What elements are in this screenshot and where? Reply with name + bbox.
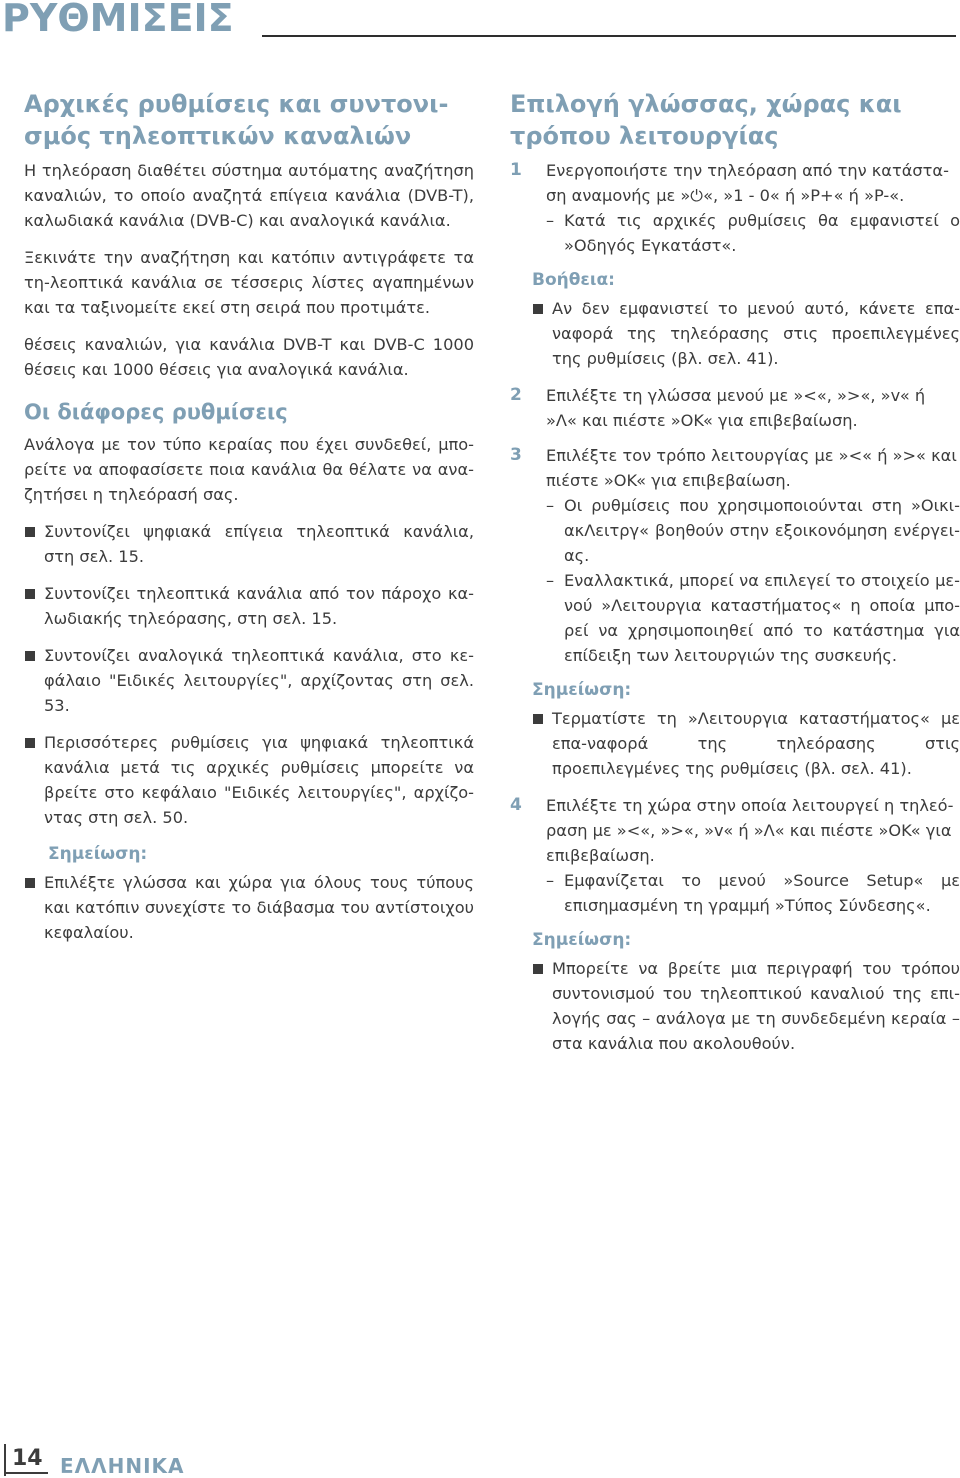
help-item: Αν δεν εμφανιστεί το μενού αυτό, κάνετε επα-ναφορά της τηλεόρασης στις προεπιλεγμένες της ρυθμίσεις (βλ. σελ. 41). <box>532 296 960 371</box>
step-dash-item: – Εναλλακτικά, μπορεί να επιλεγεί το στοιχείο με-νού »Λειτουργια καταστήματος« η οποία μπο-ρεί να χρησιμοποιηθεί από το κατάστημα για επίδειξη των λειτουργιών της συσκευής. <box>546 571 960 665</box>
step-4 <box>510 793 960 918</box>
language-label: ΕΛΛΗΝΙΚΑ <box>60 1454 185 1478</box>
step-2 <box>510 383 960 433</box>
step-3 <box>510 443 960 668</box>
note-item: Μπορείτε να βρείτε μια περιγραφή του τρόπου συντονισμού του τηλεοπτικού καναλιού της επι-λογής σας – ανάλογα με τη συνδεδεμένη κεραία – στα κανάλια που ακολουθούν. <box>532 956 960 1056</box>
note-block-2 <box>532 928 960 1056</box>
header-rule <box>262 35 956 37</box>
help-label: Βοήθεια: <box>532 270 615 290</box>
note-label: Σημείωση: <box>532 930 632 950</box>
bullet-square-icon <box>25 878 35 888</box>
page-number: 14 <box>12 1446 43 1471</box>
step-1 <box>510 158 960 258</box>
list-item: Περισσότερες ρυθμίσεις για ψηφιακά τηλεοπτικά κανάλια μετά τις αρχικές ρυθμίσεις μπορείτε να βρείτε στο κεφάλαιο "Ειδικές λειτουργίες", αρχίζο-ντας στη σελ. 50. <box>24 730 474 830</box>
bullet-square-icon <box>533 714 543 724</box>
section-heading-language: Επιλογή γλώσσας, χώρας και τρόπου λειτουργίας <box>510 90 902 150</box>
note-block-1 <box>532 678 960 781</box>
step-dash-item: – Οι ρυθμίσεις που χρησιμοποιούνται στη »Οικι-ακΛειτργ« βοηθούν στην εξοικονόμηση ενέργει-ας. <box>546 496 960 565</box>
help-block <box>532 268 960 371</box>
step-text: Επιλέξτε τον τρόπο λειτουργίας με »<« ή »>« και πιέστε »OK« για επιβεβαίωση. <box>546 446 957 490</box>
note-item: Επιλέξτε γλώσσα και χώρα για όλους τους τύπους και κατόπιν συνεχίστε το διάβασμα του αντίστοιχου κεφαλαίου. <box>24 870 474 945</box>
paragraph: Ξεκινάτε την αναζήτηση και κατόπιν αντιγράφετε τα τη-λεοπτικά κανάλια σε τέσσερις λίστες αγαπημένων και τα ταξινομείτε εκεί στη σειρά που προτιμάτε. <box>24 248 474 317</box>
page-header <box>0 0 960 44</box>
list-item: Συντονίζει ψηφιακά επίγεια τηλεοπτικά κανάλια, στη σελ. 15. <box>24 519 474 569</box>
list-item: Συντονίζει τηλεοπτικά κανάλια από τον πάροχο κα-λωδιακής τηλεόρασης, στη σελ. 15. <box>24 581 474 631</box>
step-text: Επιλέξτε τη χώρα στην οποία λειτουργεί η τηλεό-ραση με »<«, »>«, »v« ή »Λ« και πιέστε »OK« για επιβεβαίωση. <box>546 796 954 865</box>
section-heading-various: Οι διάφορες ρυθμίσεις <box>24 400 288 424</box>
step-number: 2 <box>510 385 522 405</box>
note-label: Σημείωση: <box>48 844 148 864</box>
page-footer <box>0 1432 960 1476</box>
bullet-square-icon <box>25 589 35 599</box>
step-number: 3 <box>510 445 522 465</box>
note-item: Τερματίστε τη »Λειτουργια καταστήματος« με επα-ναφορά της τηλεόρασης στις προεπιλεγμένες της ρυθμίσεις (βλ. σελ. 41). <box>532 706 960 781</box>
note-label: Σημείωση: <box>532 680 632 700</box>
paragraph: Η τηλεόραση διαθέτει σύστημα αυτόματης αναζήτηση καναλιών, το οποίο αναζητά επίγεια κανάλια (DVB-T), καλωδιακά κανάλια (DVB-C) και αναλογικά κανάλια. <box>24 161 474 230</box>
step-number: 1 <box>510 160 522 180</box>
step-text: Ενεργοποιήστε την τηλεόραση από την κατάστα-ση αναμονής με »⏻«, »1 - 0« ή »P+« ή »P-«. <box>546 161 949 205</box>
right-column <box>510 88 960 1068</box>
chapter-title: ΡΥΘΜΙΣΕΙΣ <box>2 0 234 40</box>
footer-underline <box>4 1472 48 1474</box>
step-number: 4 <box>510 795 522 815</box>
step-text: Επιλέξτε τη γλώσσα μενού με »<«, »>«, »v« ή »Λ« και πιέστε »OK« για επιβεβαίωση. <box>546 386 926 430</box>
step-dash-item: – Εμφανίζεται το μενού »Source Setup« με επισημασμένη τη γραμμή »Τύπος Σύνδεσης«. <box>546 871 960 915</box>
bullet-square-icon <box>533 964 543 974</box>
list-item: Συντονίζει αναλογικά τηλεοπτικά κανάλια, στο κε-φάλαιο "Ειδικές λειτουργίες", αρχίζοντας στη σελ. 53. <box>24 643 474 718</box>
paragraph: Ανάλογα με τον τύπο κεραίας που έχει συνδεθεί, μπο-ρείτε να αποφασίσετε ποια κανάλια θα θέλατε να ανα-ζητήσει η τηλεόρασή σας. <box>24 435 474 504</box>
left-column <box>24 88 474 957</box>
bullet-square-icon <box>25 527 35 537</box>
bullet-square-icon <box>25 738 35 748</box>
bullet-square-icon <box>533 304 543 314</box>
step-dash-item: – Κατά τις αρχικές ρυθμίσεις θα εμφανιστεί ο »Οδηγός Εγκατάστ«. <box>546 211 960 255</box>
paragraph: θέσεις καναλιών, για κανάλια DVB-T και DVB-C 1000 θέσεις και 1000 θέσεις για αναλογικά κανάλια. <box>24 335 474 379</box>
section-heading-initial: Αρχικές ρυθμίσεις και συντονι-σμός τηλεοπτικών καναλιών <box>24 90 449 150</box>
bullet-square-icon <box>25 651 35 661</box>
